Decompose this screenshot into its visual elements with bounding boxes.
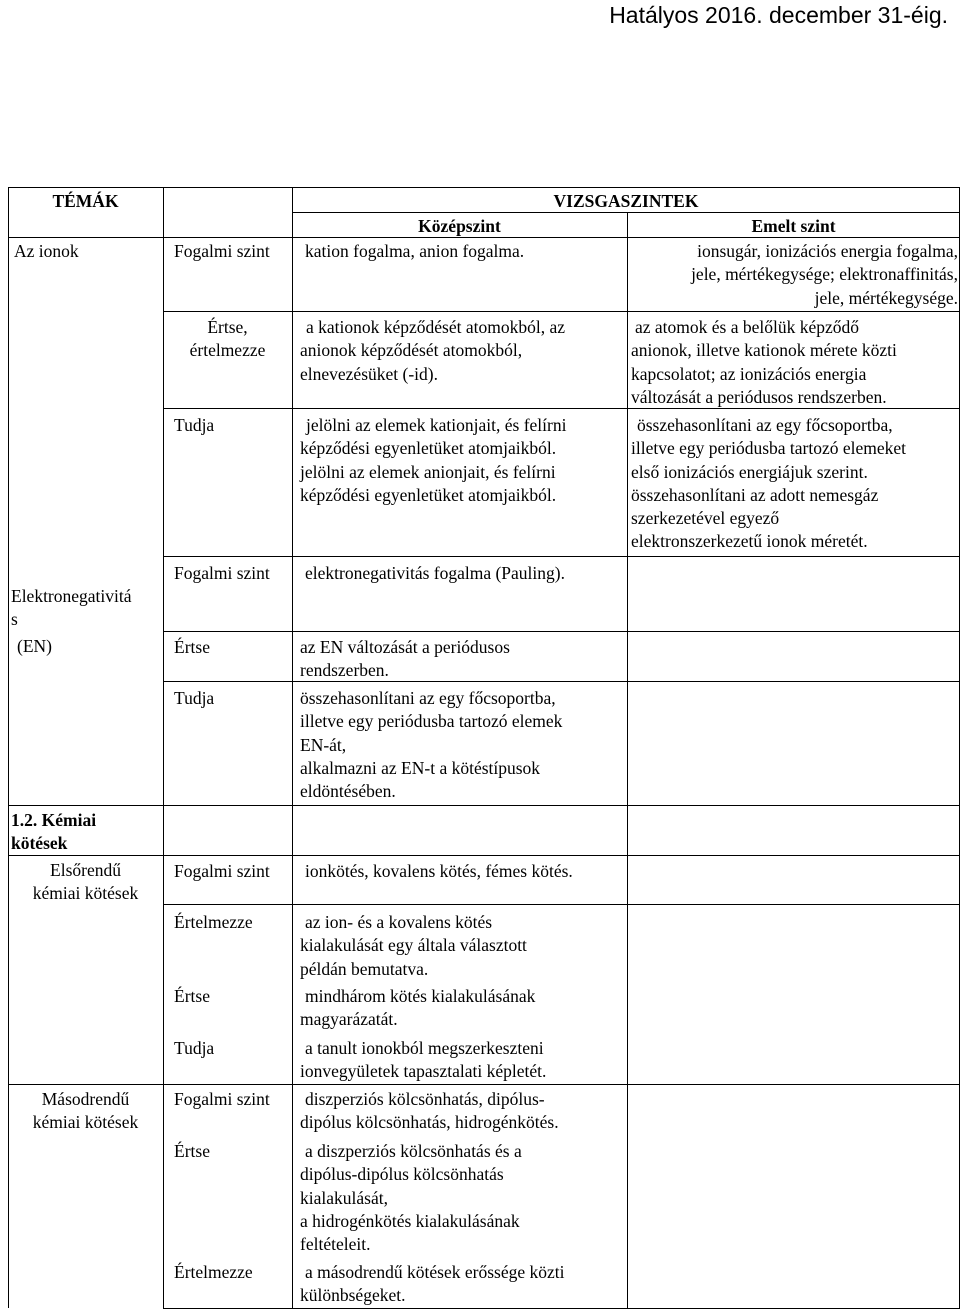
text-line: képződési egyenletüket atomjaikból. bbox=[300, 484, 557, 505]
text-line: diszperziós kölcsönhatás, dipólus- bbox=[305, 1089, 545, 1109]
mid-en-fogalmi: elektronegativitás fogalma (Pauling). bbox=[305, 563, 565, 583]
topic-elektronegativitas bbox=[11, 585, 132, 658]
text-line: feltételeit. bbox=[300, 1234, 371, 1255]
text-line: az EN változását a periódusos bbox=[300, 637, 510, 657]
adv-ionok-fogalmi bbox=[627, 240, 958, 310]
adv-ionok-ertse bbox=[631, 316, 897, 409]
mid-ionok-ertse bbox=[300, 316, 565, 386]
text-line: összehasonlítani az egy főcsoportba, bbox=[300, 688, 556, 708]
text-line: összehasonlítani az egy főcsoportba, bbox=[637, 415, 893, 435]
mid-ionok-tudja bbox=[300, 414, 566, 507]
text-line: példán bemutatva. bbox=[300, 958, 429, 979]
text-line: a tanult ionokból megszerkeszteni bbox=[305, 1038, 544, 1058]
mid-mas-fogalmi bbox=[300, 1088, 559, 1135]
hline-row-en-fogalmi bbox=[163, 556, 960, 557]
label-fogalmi-szint: Fogalmi szint bbox=[174, 861, 270, 881]
topic-kemiai-kotesek bbox=[11, 809, 96, 856]
text-line: kapcsolatot; az ionizációs energia bbox=[631, 363, 867, 384]
text-line: jelölni az elemek anionjait, és felírni bbox=[300, 461, 556, 482]
text-line: jele, mértékegysége; elektronaffinitás, bbox=[691, 264, 958, 285]
text-line: magyarázatát. bbox=[300, 1009, 398, 1030]
mid-els-tudja bbox=[300, 1037, 546, 1084]
text-line: ionvegyületek tapasztalati képletét. bbox=[300, 1061, 547, 1082]
text-line: alkalmazni az EN-t a kötéstípusok bbox=[300, 757, 541, 778]
label-fogalmi-szint: Fogalmi szint bbox=[174, 563, 270, 583]
topic-ionok: Az ionok bbox=[14, 241, 79, 261]
text-line: Elsőrendű bbox=[50, 860, 121, 880]
label-fogalmi-szint: Fogalmi szint bbox=[174, 241, 270, 261]
hline-row-en-tudja bbox=[163, 681, 960, 682]
label-ertse: Értse bbox=[174, 986, 210, 1006]
text-line: ionsugár, ionizációs energia fogalma, bbox=[697, 241, 958, 261]
text-line: szerkezetével egyező bbox=[631, 508, 780, 529]
text-line: kötések bbox=[11, 833, 68, 854]
text-line: anionok képződését atomokból, bbox=[300, 340, 523, 361]
text-line: a másodrendű kötések erőssége közti bbox=[305, 1262, 565, 1282]
vline-left bbox=[8, 187, 9, 1308]
col-adv-header: Emelt szint bbox=[751, 216, 836, 236]
hline-top bbox=[8, 187, 960, 188]
col-levels-header: VIZSGASZINTEK bbox=[553, 191, 699, 211]
text-line: illetve egy periódusba tartozó elemeket bbox=[631, 438, 907, 459]
hline-bottom bbox=[163, 1308, 960, 1309]
label-ertse-ertelmezze bbox=[163, 316, 292, 363]
text-line: kémiai kötések bbox=[32, 1112, 139, 1133]
col-topics-header: TÉMÁK bbox=[52, 191, 119, 211]
text-line: dipólus-dipólus kölcsönhatás bbox=[300, 1164, 504, 1185]
mid-mas-ertelmezze bbox=[300, 1261, 565, 1308]
hline-row-ertse bbox=[163, 311, 960, 312]
label-ertelmezze: Értelmezze bbox=[174, 912, 253, 932]
mid-mas-ertse bbox=[300, 1140, 522, 1256]
text-line: értelmezze bbox=[189, 340, 266, 361]
text-line: Másodrendű bbox=[41, 1089, 130, 1109]
label-tudja: Tudja bbox=[174, 415, 215, 435]
label-tudja: Tudja bbox=[174, 688, 215, 708]
text-line: képződési egyenletüket atomjaikból. bbox=[300, 438, 557, 459]
text-line: különbségeket. bbox=[300, 1285, 406, 1306]
mid-en-ertse bbox=[300, 636, 510, 683]
validity-note: Hatályos 2016. december 31-éig. bbox=[609, 2, 948, 28]
text-line: összehasonlítani az adott nemesgáz bbox=[631, 484, 879, 505]
adv-ionok-tudja bbox=[631, 414, 906, 554]
text-line: a hidrogénkötés kialakulásának bbox=[300, 1210, 520, 1231]
text-line: dipólus kölcsönhatás, hidrogénkötés. bbox=[300, 1112, 559, 1133]
text-line: első ionizációs energiájuk szerint. bbox=[631, 461, 868, 482]
text-line: EN-át, bbox=[300, 734, 347, 755]
text-line: elnevezésüket (-id). bbox=[300, 363, 438, 384]
text-line: elektronszerkezetű ionok méretét. bbox=[631, 531, 868, 552]
text-line: Értse, bbox=[207, 317, 248, 337]
text-line: anionok, illetve kationok mérete közti bbox=[631, 340, 897, 361]
hline-row-en-ertse bbox=[163, 631, 960, 632]
text-line: 1.2. Kémiai bbox=[11, 810, 97, 830]
mid-els-ertelmezze bbox=[300, 911, 527, 981]
text-line: az atomok és a belőlük képződő bbox=[635, 317, 860, 337]
text-line: a diszperziós kölcsönhatás és a bbox=[305, 1141, 522, 1161]
vline-label bbox=[292, 237, 293, 1308]
mid-en-tudja bbox=[300, 687, 562, 803]
text-line: változását a periódusos rendszerben. bbox=[631, 386, 887, 407]
mid-ionok-fogalmi: kation fogalma, anion fogalma. bbox=[305, 241, 525, 261]
hline-row-kotesek bbox=[8, 805, 960, 806]
col-mid-header: Középszint bbox=[418, 216, 501, 236]
text-line: Elektronegativitá bbox=[11, 586, 132, 606]
label-ertse: Értse bbox=[174, 1141, 210, 1161]
hline-row-els-ertelmezze bbox=[163, 904, 960, 905]
label-ertse: Értse bbox=[174, 637, 210, 657]
label-ertelmezze: Értelmezze bbox=[174, 1262, 253, 1282]
mid-els-fogalmi: ionkötés, kovalens kötés, fémes kötés. bbox=[305, 861, 573, 881]
text-line: (EN) bbox=[17, 635, 52, 656]
text-line: az ion- és a kovalens kötés bbox=[305, 912, 493, 932]
text-line: kémiai kötések bbox=[32, 883, 139, 904]
hline-row-els-fogalmi bbox=[8, 855, 960, 856]
text-line: jele, mértékegysége. bbox=[814, 287, 958, 308]
topic-masodrendu bbox=[8, 1088, 163, 1135]
text-line: kialakulását egy általa választott bbox=[300, 935, 527, 956]
text-line: rendszerben. bbox=[300, 660, 389, 681]
text-line: eldöntésében. bbox=[300, 781, 396, 802]
vline-mid bbox=[627, 212, 628, 1308]
text-line: s bbox=[11, 609, 18, 630]
topic-elsorendu bbox=[8, 859, 163, 906]
text-line: kialakulását, bbox=[300, 1187, 388, 1208]
text-line: illetve egy periódusba tartozó elemek bbox=[300, 711, 563, 732]
mid-els-ertse bbox=[300, 985, 535, 1032]
text-line: jelölni az elemek kationjait, és felírni bbox=[306, 415, 567, 435]
label-fogalmi-szint: Fogalmi szint bbox=[174, 1089, 270, 1109]
text-line: mindhárom kötés kialakulásának bbox=[305, 986, 536, 1006]
text-line: a kationok képződését atomokból, az bbox=[306, 317, 566, 337]
label-tudja: Tudja bbox=[174, 1038, 215, 1058]
hline-row-masodrendu bbox=[8, 1084, 960, 1085]
